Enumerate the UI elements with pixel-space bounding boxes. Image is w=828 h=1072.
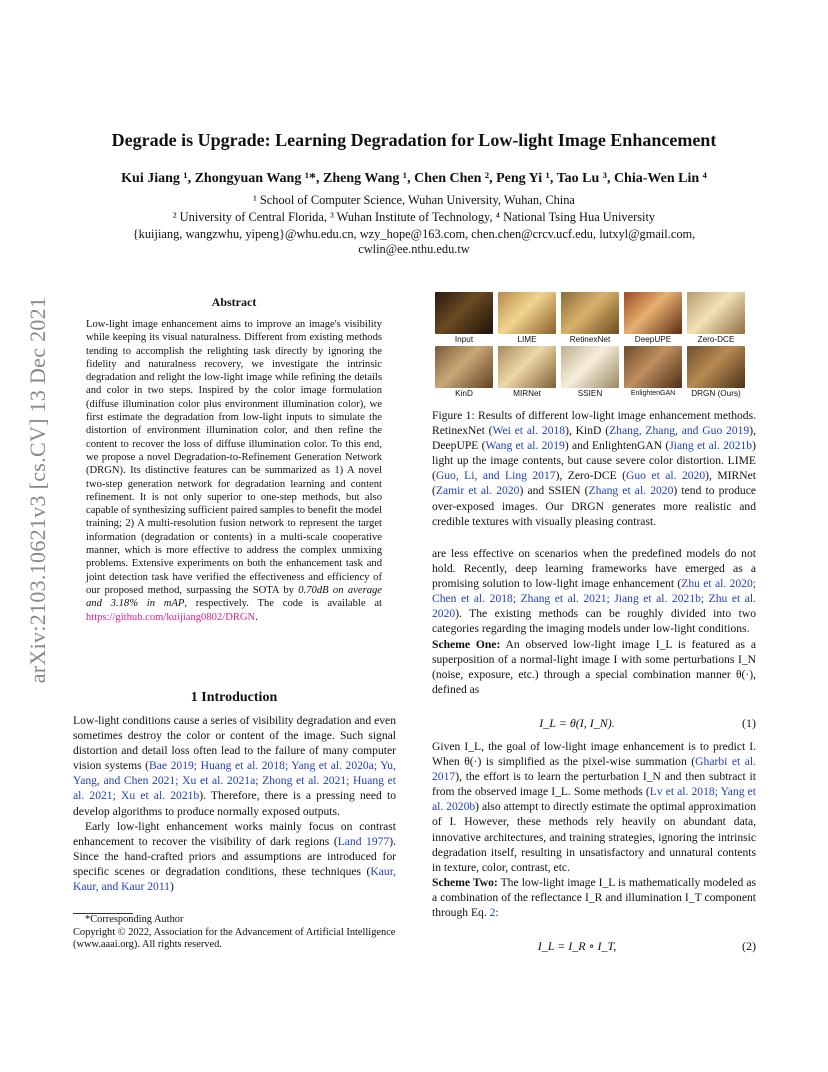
- right-column-body-2: [432, 739, 756, 920]
- figure-label: DeepUPE: [634, 335, 672, 344]
- result-image-mirnet: [498, 346, 556, 388]
- paragraph: [432, 546, 756, 637]
- citation-link[interactable]: Guo, Li, and Ling 2017: [435, 469, 556, 483]
- result-image-enlightengan: [624, 346, 682, 388]
- citation-link[interactable]: Lv et al. 2018; Yang et al. 2020b: [432, 785, 756, 814]
- body-text: are less effective on scenarios when the predefined models do not hold. Recently, deep learning frameworks have emerged as a promising solution to low-light image enhancement (: [432, 547, 756, 591]
- result-image-lime: [498, 292, 556, 334]
- figure-label: KinD: [455, 389, 473, 398]
- caption-text: ), DeepUPE (: [432, 424, 756, 453]
- figure-label: RetinexNet: [569, 335, 611, 344]
- citation-link[interactable]: Jiang et al. 2021b: [669, 439, 753, 453]
- intro-text: ). Since the hand-crafted priors and assumptions are introduced for specific scenes or degradation conditions, these techniques (: [73, 834, 396, 878]
- scheme-one-heading: Scheme One:: [432, 637, 501, 651]
- citation-link[interactable]: Land 1977: [337, 834, 390, 848]
- body-text: The low-light image I_L is mathematically modeled as a combination of the reflectance I_R and illumination I_T component through Eq.: [432, 875, 756, 920]
- figure-label: LIME: [517, 335, 537, 344]
- intro-paragraph-1: [73, 713, 396, 819]
- footnote: [73, 914, 396, 952]
- author-emails: {kuijiang, wangzwhu, yipeng}@whu.edu.cn, wzy_hope@163.com, chen.chen@crcv.ucf.edu, lutxyl@gmail.com,: [132, 227, 696, 241]
- caption-text: ), Zero-DCE (: [555, 469, 627, 483]
- caption-text: ) and EnlightenGAN (: [564, 439, 670, 453]
- citation-link[interactable]: Kaur, Kaur, and Kaur 2011: [73, 864, 396, 894]
- citation-link[interactable]: Zamir et al. 2020: [435, 484, 520, 498]
- scheme-two-heading: Scheme Two:: [432, 875, 498, 889]
- section-heading-introduction: 1 Introduction: [190, 690, 278, 705]
- citation-link[interactable]: Zhang et al. 2020: [588, 484, 674, 498]
- scheme-two-paragraph: [432, 875, 756, 920]
- author-list: Kui Jiang ¹, Zhongyuan Wang ¹*, Zheng Wang ¹, Chen Chen ², Peng Yi ¹, Tao Lu ³, Chia-Wen Lin ⁴: [121, 171, 707, 186]
- citation-link[interactable]: Wang et al. 2019: [485, 439, 565, 453]
- equation-number: (1): [742, 716, 756, 730]
- result-image-zerodce: [687, 292, 745, 334]
- result-image-drgn: [687, 346, 745, 388]
- citation-link[interactable]: Guo et al. 2020: [626, 469, 706, 483]
- intro-text: ). Therefore, there is a pressing need to develop algorithms to produce normally exposed outputs.: [73, 789, 397, 818]
- right-column-body: [432, 546, 756, 697]
- arxiv-sidebar: [8, 296, 68, 684]
- body-text: An observed low-light image I_L is featured as a superposition of a normal-light image I with some perturbations I_N (noise, exposure, etc.) through a special combination manner θ(·), defined as: [432, 637, 756, 696]
- result-image-kind: [435, 346, 493, 388]
- author-emails-2: cwlin@ee.nthu.edu.tw: [358, 242, 470, 256]
- equation-number: (2): [742, 939, 756, 953]
- code-link[interactable]: https://github.com/kuijiang0802/DRGN: [86, 611, 256, 623]
- abstract-heading: Abstract: [211, 295, 257, 309]
- result-image-deepupe: [624, 292, 682, 334]
- figure-label: SSIEN: [577, 389, 603, 398]
- corresponding-author-note: *Corresponding Author: [85, 914, 184, 925]
- citation-link[interactable]: Bae 2019; Huang et al. 2018; Yang et al. 2020a; Yu, Yang, and Chen 2021; Xu et al. 2021a; Zhong et al. 2021; Huang et al. 2021; Xu et al. 2021b: [73, 759, 396, 803]
- figure-label: DRGN (Ours): [691, 389, 741, 398]
- citation-link[interactable]: Wei et al. 2018: [492, 424, 566, 438]
- paragraph: [432, 739, 756, 875]
- result-image-ssien: [561, 346, 619, 388]
- figure-1: [432, 292, 756, 402]
- citation-link[interactable]: Gharbi et al. 2017: [432, 755, 757, 784]
- caption-text: ) and SSIEN (: [519, 484, 589, 498]
- intro-text: Early low-light enhancement works mainly focus on contrast enhancement to recover the visibility of dark regions (: [73, 819, 396, 848]
- body-text: ). The existing methods can be roughly divided into two categories regarding the imaging models under low-light conditions.: [432, 607, 756, 636]
- figure-label: MIRNet: [513, 389, 541, 398]
- figure-label: Input: [454, 335, 474, 344]
- figure-label: EnlightenGAN: [630, 390, 676, 397]
- affiliation-1: ¹ School of Computer Science, Wuhan University, Wuhan, China: [253, 193, 575, 207]
- caption-text: ), MIRNet (: [432, 469, 757, 498]
- body-text: ) also attempt to directly estimate the optimal approximation of I. However, these methods rely heavily on abundant data, innovative architectures, and training strategies, ignoring the intrinsic degradation itself, resulting in unsatisfactory and unnatural contents in texture, color, contrast, etc.: [432, 800, 756, 874]
- body-text: :: [495, 906, 499, 920]
- abstract-body: [86, 318, 382, 624]
- abstract-tail: , respectively. The code is available at: [184, 598, 382, 610]
- abstract-text: Low-light image enhancement aims to improve an image's visibility while keeping its visual naturalness. Different from existing methods tending to accomplish the relighting task directly by ignoring the fidelity and naturalness recovery, we investigate the intrinsic degradation and relight the low-light image while refining the details and color in two steps. Inspired by the color image formulation (diffuse illumination color plus environment illumination color), we first estimate the degradation from low-light inputs to simulate the distortion of environment illumination color, and then refine the content to recover the loss of diffuse illumination color. To this end, we propose a novel Degradation-to-Refinement Generation Network (DRGN). Its distinctive features can be summarized as 1) A novel two-step generation network for degradation learning and content refinement. It is not only superior to one-step methods, but also capable of synthesizing sufficient paired samples to benefit the model training; 2) A multi-resolution fusion network to represent the target information (degradation or contents) in a multi-scale cooperative manner, which is more effective to address the complex unmixing problems. Extensive experiments on both the enhancement task and joint detection task have verified the effectiveness and efficiency of our proposed method, surpassing the SOTA by: [86, 319, 382, 596]
- citation-link[interactable]: Zhang, Zhang, and Guo 2019: [609, 424, 750, 438]
- intro-text: Low-light conditions cause a series of visibility degradation and even sometimes destroy the color or content of the image. Such signal distortion and detail loss often lead to the failure of many computer vision systems (: [73, 714, 396, 773]
- introduction-body: [73, 713, 396, 894]
- equation-reference-link[interactable]: 2: [489, 906, 496, 920]
- result-image-input: [435, 292, 493, 334]
- caption-text: Figure 1: Results of different low-light image enhancement methods. RetinexNet (: [432, 409, 756, 438]
- equation-body: I_L = I_R ∘ I_T,: [537, 939, 617, 953]
- caption-text: ), KinD (: [565, 424, 610, 438]
- caption-text: ) tend to produce over-exposed images. Our DRGN generates more realistic and credible textures with visually pleasing contrast.: [432, 484, 757, 528]
- arxiv-identifier: arXiv:2103.10621v3 [cs.CV] 13 Dec 2021: [25, 296, 50, 684]
- equation-1: [432, 716, 756, 734]
- intro-text: ): [169, 880, 174, 894]
- abstract-end: .: [255, 611, 258, 623]
- figure-caption: [432, 408, 756, 529]
- paper-title: Degrade is Upgrade: Learning Degradation for Low-light Image Enhancement: [111, 130, 717, 150]
- figure-label: Zero-DCE: [697, 335, 735, 344]
- scheme-one-paragraph: [432, 637, 756, 697]
- intro-paragraph-2: [73, 819, 396, 894]
- body-text: Given I_L, the goal of low-light image enhancement is to predict I. When θ(·) is simplified as the pixel-wise summation (: [432, 740, 756, 769]
- caption-text: ) light up the image contents, but cause severe color distortion. LIME (: [432, 439, 756, 483]
- abstract-highlight: 0.70dB on average and 3.18% in mAP: [86, 584, 382, 610]
- affiliation-2: ² University of Central Florida, ³ Wuhan Institute of Technology, ⁴ National Tsing Hua University: [172, 210, 656, 224]
- equation-body: I_L = θ(I, I_N).: [539, 716, 615, 730]
- equation-2: [432, 939, 756, 957]
- copyright-notice: Copyright © 2022, Association for the Advancement of Artificial Intelligence (www.aaai.org). All rights reserved.: [73, 926, 396, 950]
- result-image-retinexnet: [561, 292, 619, 334]
- body-text: ), the effort is to learn the perturbation I_N and then subtract it from the observed image I_L. Some methods (: [432, 770, 756, 799]
- citation-link[interactable]: Zhu et al. 2020; Chen et al. 2018; Zhang et al. 2021; Jiang et al. 2021b; Zhu et al. 2020: [432, 577, 756, 621]
